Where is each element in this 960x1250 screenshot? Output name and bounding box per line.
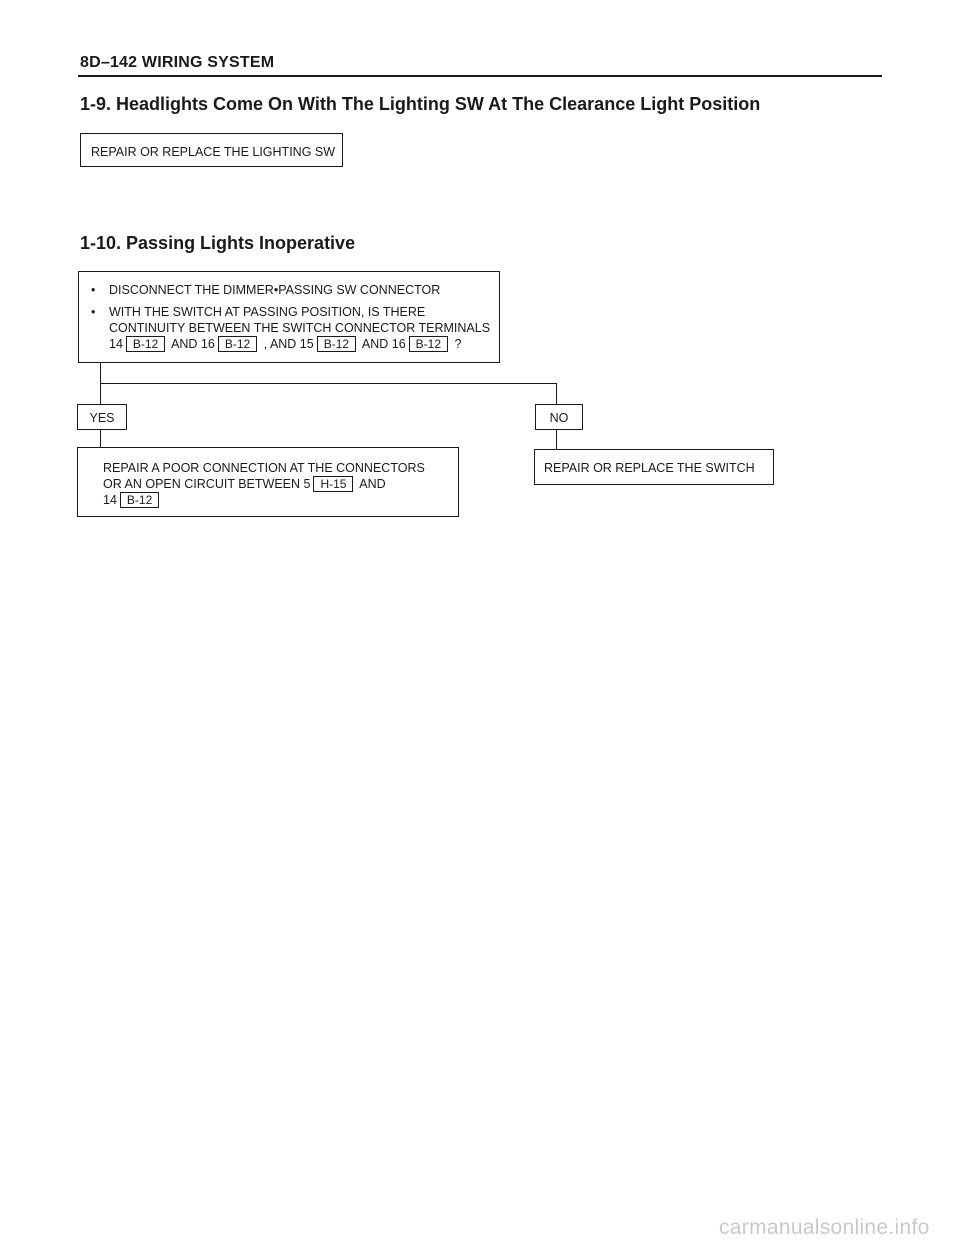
section-1-9-heading: 1-9. Headlights Come On With The Lighting SW At The Clearance Light Position [80,94,761,114]
no-result-text: REPAIR OR REPLACE THE SWITCH [544,461,755,475]
and-16-text: AND 16 [361,337,406,351]
connector-ref-badge: B-12 [120,492,159,508]
check-step-1-text: DISCONNECT THE DIMMER•PASSING SW CONNECTOR [109,283,441,297]
passing-sw-check-box [78,271,500,363]
flow-line-horizontal [100,383,557,384]
connector-ref-badge: B-12 [409,336,448,352]
repair-lighting-sw-text: REPAIR OR REPLACE THE LIGHTING SW [91,145,336,159]
connector-ref-badge: B-12 [317,336,356,352]
yes-result-box [77,447,459,517]
header-divider [78,75,882,77]
flow-line-no-down [556,430,557,449]
check-step-2-line-1: WITH THE SWITCH AT PASSING POSITION, IS THERE [109,305,426,319]
yes-label: YES [89,411,115,425]
check-step-1 [85,282,493,298]
check-step-2-line-3 [109,336,493,352]
connector-ref-badge: B-12 [218,336,257,352]
no-result-box [534,449,774,485]
no-label: NO [549,411,569,425]
no-label-box [535,404,583,430]
section-1-10-heading: 1-10. Passing Lights Inoperative [80,233,356,253]
connector-ref-badge: B-12 [126,336,165,352]
connector-ref-badge: H-15 [313,476,353,492]
yes-result-line-2 [103,476,458,492]
repair-lighting-sw-box [80,133,343,167]
check-step-2 [85,304,493,352]
flow-line-yes-down [100,430,101,447]
page-header-title: 8D–142 WIRING SYSTEM [80,54,275,71]
yes-result-line-3 [103,492,458,508]
yes-result-line-3-text: 14 [103,493,117,507]
flow-line-down-right [556,383,557,404]
watermark-text: carmanualsonline.info [719,1216,930,1239]
and-16-text: AND 16 [171,337,215,351]
check-step-2-line-2: CONTINUITY BETWEEN THE SWITCH CONNECTOR TERMINALS [109,321,491,335]
yes-result-and-text: AND [359,477,386,491]
terminal-14-text: 14 [109,337,123,351]
yes-result-line-1: REPAIR A POOR CONNECTION AT THE CONNECTORS [103,461,425,475]
yes-result-line-2-text: OR AN OPEN CIRCUIT BETWEEN 5 [103,477,311,491]
and-15-text: , AND 15 [263,337,314,351]
bullet-icon: • [91,305,96,319]
question-mark-text: ? [454,337,462,351]
bullet-icon: • [91,283,96,297]
yes-label-box [77,404,127,430]
